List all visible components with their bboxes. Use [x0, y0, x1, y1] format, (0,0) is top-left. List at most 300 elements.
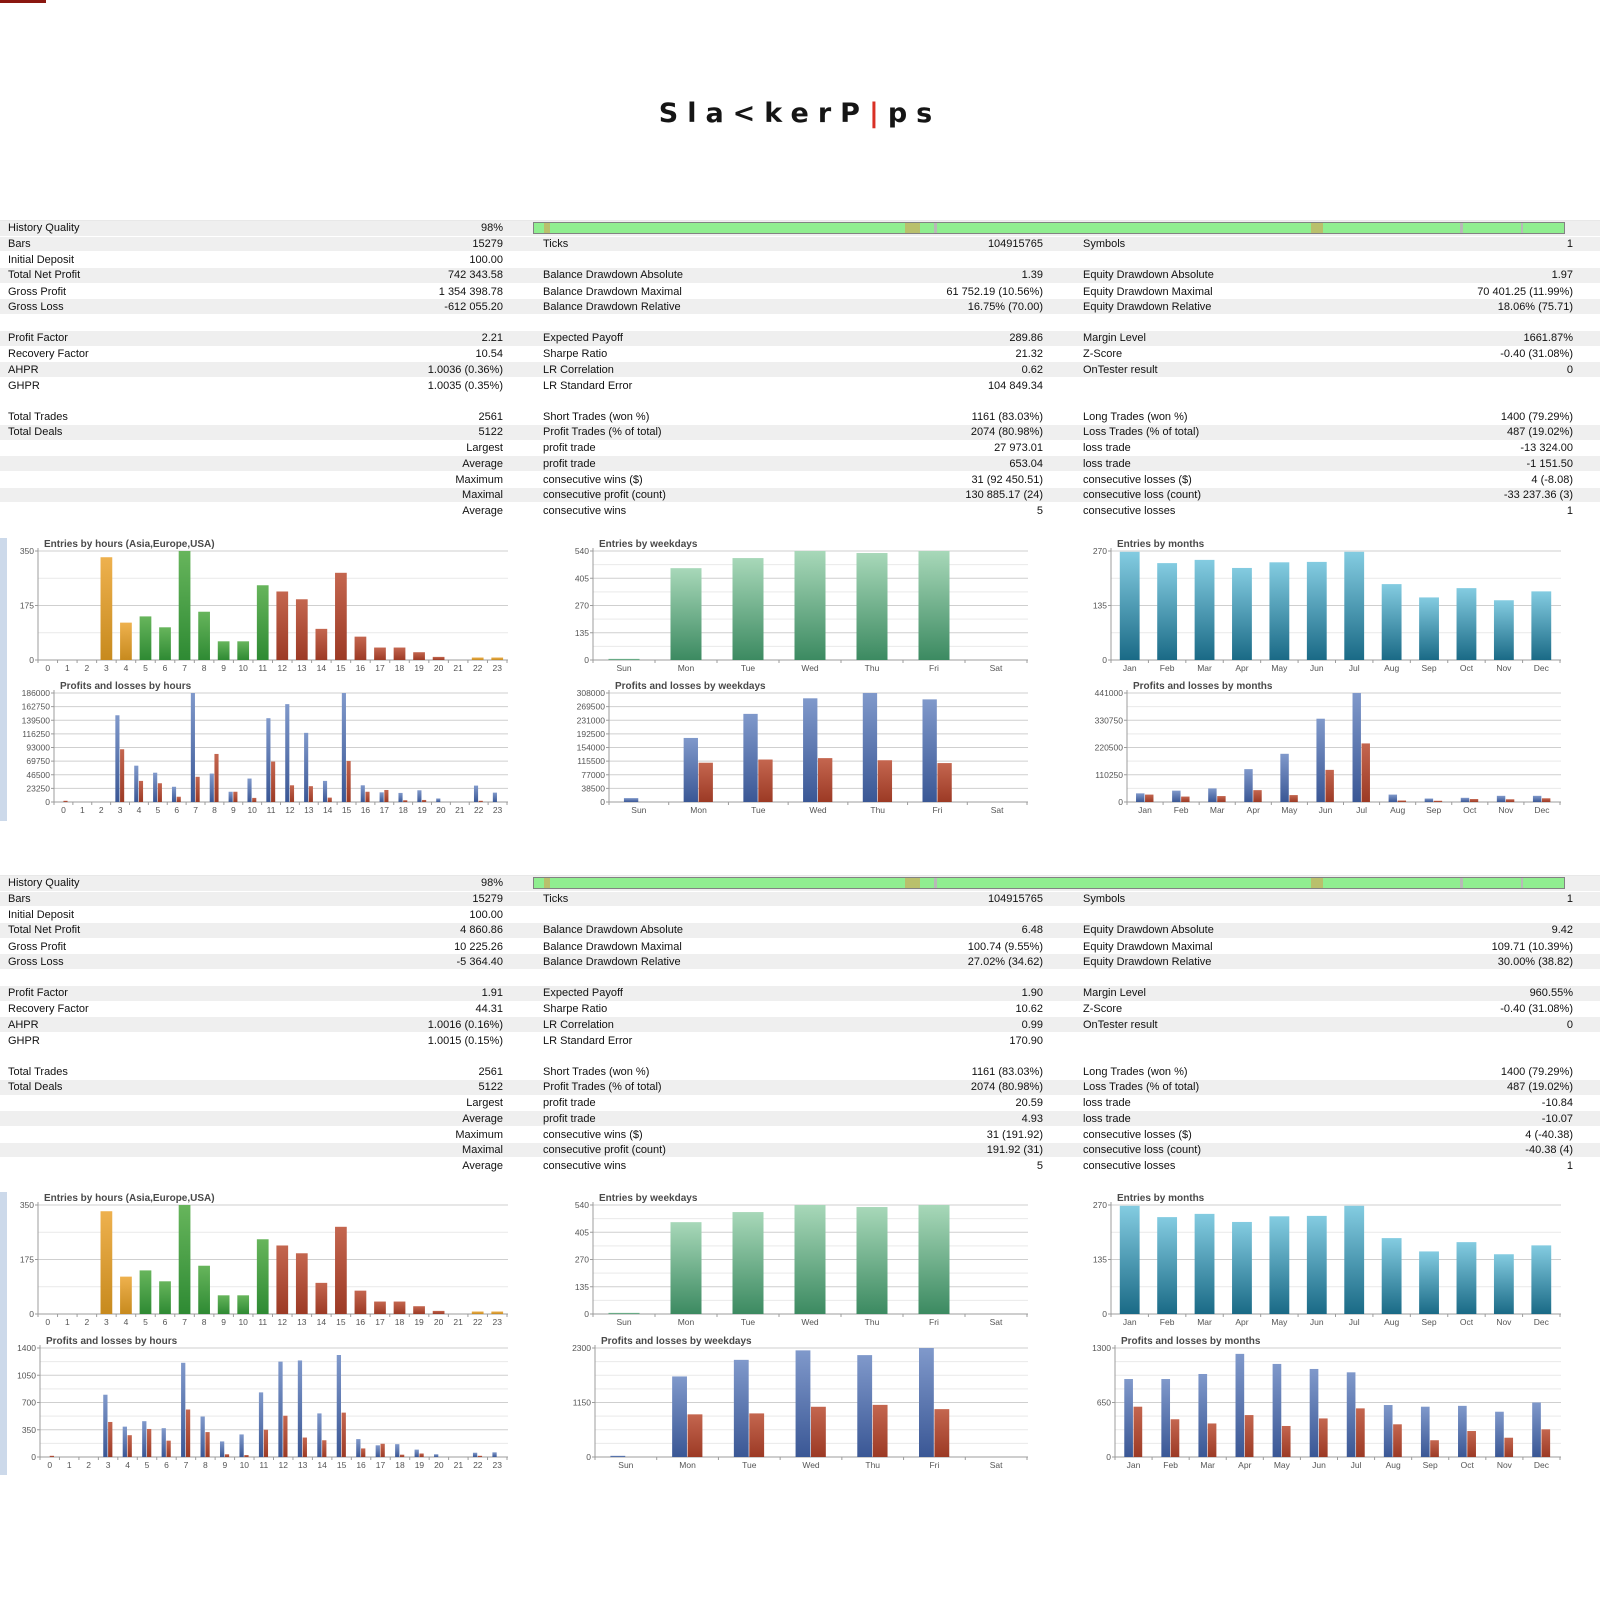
stat-value: Maximal	[462, 489, 503, 502]
svg-text:231000: 231000	[576, 715, 605, 726]
svg-text:2300: 2300	[572, 1343, 591, 1353]
stat-label: Equity Drawdown Maximal	[1083, 285, 1213, 298]
stat-label: Ticks	[543, 238, 569, 251]
stat-value: 16.75% (70.00)	[967, 300, 1043, 313]
svg-text:0: 0	[600, 797, 605, 807]
svg-text:0: 0	[1102, 655, 1107, 665]
stats-row	[0, 488, 1600, 504]
svg-text:22: 22	[473, 1460, 483, 1470]
svg-text:441000: 441000	[1094, 688, 1123, 698]
stat-value: 4.93	[1021, 1112, 1043, 1125]
stat-value: 104 849.34	[987, 379, 1043, 392]
svg-text:270: 270	[574, 600, 589, 611]
svg-text:77000: 77000	[581, 769, 605, 780]
stats-cell-group	[530, 362, 1063, 377]
stat-label: Equity Drawdown Relative	[1083, 955, 1212, 968]
svg-text:Mon: Mon	[679, 1460, 696, 1470]
y-axis-labels	[577, 688, 609, 807]
chart-title: Profits and losses by months	[1133, 681, 1273, 692]
svg-text:21: 21	[455, 805, 465, 815]
stat-value: 0.99	[1021, 1018, 1043, 1031]
stat-label: loss trade	[1083, 442, 1131, 455]
stat-value: 2074 (80.98%)	[970, 426, 1043, 439]
stat-value: 1.0036 (0.36%)	[427, 363, 503, 376]
stat-value: Maximal	[462, 1144, 503, 1157]
stat-label: loss trade	[1083, 457, 1131, 470]
stat-label: Long Trades (won %)	[1083, 1066, 1188, 1079]
chart-title: Entries by weekdays	[599, 1193, 698, 1204]
svg-text:Dec: Dec	[1533, 663, 1549, 673]
svg-text:Jul: Jul	[1348, 663, 1360, 673]
chart-pl-by-hours-run1	[8, 680, 510, 820]
svg-text:4: 4	[123, 1317, 129, 1327]
svg-text:Jan: Jan	[1138, 805, 1152, 815]
svg-text:Dec: Dec	[1533, 1317, 1549, 1327]
stat-value: 1.97	[1551, 269, 1573, 282]
svg-text:7: 7	[182, 663, 187, 673]
stat-value: 20.59	[1015, 1097, 1043, 1110]
chart-entries-by-weekdays-run1	[563, 538, 1030, 678]
stat-value: 1	[1566, 1160, 1573, 1173]
stat-value: 0	[1566, 1018, 1573, 1031]
svg-text:17: 17	[379, 805, 390, 815]
svg-text:0: 0	[1106, 1452, 1111, 1462]
svg-text:0: 0	[584, 1309, 589, 1319]
svg-text:Jun: Jun	[1309, 1317, 1324, 1327]
stats-cell-group	[530, 1127, 1063, 1143]
stat-value: 100.00	[469, 909, 503, 922]
stat-value: 170.90	[1009, 1034, 1043, 1047]
history-quality-bar	[533, 877, 1565, 889]
stat-label: Total Net Profit	[8, 269, 81, 282]
svg-text:10: 10	[238, 663, 248, 673]
svg-text:700: 700	[21, 1397, 36, 1408]
stats-spacer-row	[0, 970, 1600, 986]
stats-cell-group	[530, 284, 1063, 300]
stat-label: GHPR	[8, 1034, 40, 1047]
stats-row	[0, 472, 1600, 488]
stat-label: Equity Drawdown Absolute	[1083, 269, 1214, 282]
svg-text:8: 8	[201, 663, 207, 673]
stats-row	[0, 954, 1600, 970]
svg-text:12: 12	[277, 663, 288, 673]
svg-text:19: 19	[414, 1460, 425, 1470]
history-quality-bar-segment	[1311, 223, 1323, 233]
stat-label: Profit Factor	[8, 332, 68, 345]
history-quality-bar-segment	[934, 878, 937, 888]
svg-text:38500: 38500	[581, 783, 605, 794]
svg-text:Thu: Thu	[870, 805, 886, 815]
svg-text:Sat: Sat	[989, 663, 1003, 673]
svg-text:22: 22	[472, 1317, 483, 1327]
stats-cell-group	[0, 1080, 530, 1095]
stats-cell-group	[1063, 503, 1600, 519]
stat-value: 2561	[478, 411, 503, 424]
stats-cell-group	[530, 299, 1063, 314]
stat-label: Sharpe Ratio	[543, 348, 608, 361]
svg-text:Jun: Jun	[1312, 1460, 1326, 1470]
stats-cell-group	[1063, 1002, 1600, 1018]
svg-text:Feb: Feb	[1173, 805, 1189, 815]
top-left-accent-mark	[0, 0, 46, 3]
stats-cell-group	[0, 1158, 530, 1174]
stat-label: loss trade	[1083, 1097, 1131, 1110]
stat-label: Expected Payoff	[543, 332, 623, 345]
svg-text:12: 12	[285, 805, 295, 815]
svg-text:Apr: Apr	[1238, 1460, 1252, 1470]
svg-text:0: 0	[61, 805, 66, 815]
stats-cell-group	[0, 1143, 530, 1158]
stat-label: Margin Level	[1083, 332, 1146, 345]
svg-text:19: 19	[414, 1317, 424, 1327]
svg-text:3: 3	[117, 805, 123, 815]
svg-text:2: 2	[84, 1317, 90, 1327]
svg-text:0: 0	[47, 1460, 53, 1470]
stats-cell-group	[0, 1111, 530, 1126]
stat-label: OnTester result	[1083, 1018, 1158, 1031]
svg-text:1: 1	[66, 1460, 72, 1470]
stat-value: 1.0035 (0.35%)	[427, 379, 503, 392]
stat-label: Short Trades (won %)	[543, 411, 650, 424]
svg-text:Nov: Nov	[1496, 1460, 1512, 1470]
stat-label: Bars	[8, 893, 31, 906]
stat-value: 487 (19.02%)	[1506, 1081, 1573, 1094]
svg-text:19: 19	[417, 805, 427, 815]
svg-text:Sep: Sep	[1421, 663, 1437, 673]
stat-value: Maximum	[455, 1128, 503, 1141]
svg-text:0: 0	[1118, 797, 1123, 807]
stats-cell-group	[0, 876, 530, 891]
svg-text:4: 4	[125, 1460, 130, 1470]
stats-cell-group	[530, 939, 1063, 955]
svg-text:Fri: Fri	[929, 663, 939, 673]
svg-text:7: 7	[193, 805, 198, 815]
bars	[50, 1355, 497, 1457]
svg-text:11: 11	[266, 805, 276, 815]
chart-title: Profits and losses by hours	[60, 681, 192, 692]
stats-cell-group	[0, 1002, 530, 1018]
stats-cell-group	[530, 1002, 1063, 1018]
svg-text:Oct: Oct	[1460, 1460, 1474, 1470]
chart-panel-strip-run2	[0, 1192, 7, 1475]
stat-label: Balance Drawdown Absolute	[543, 924, 684, 937]
stats-cell-group	[530, 456, 1063, 471]
svg-text:Apr: Apr	[1235, 663, 1249, 673]
stat-value: Average	[462, 1160, 503, 1173]
chart-pl-by-hours-run2	[8, 1335, 510, 1475]
svg-text:9: 9	[222, 1460, 228, 1470]
svg-text:14: 14	[322, 805, 333, 815]
stats-cell-group	[1063, 1143, 1600, 1158]
svg-text:540: 540	[574, 1200, 589, 1210]
stat-label: Long Trades (won %)	[1083, 411, 1188, 424]
chart-entries-by-months-run1	[1083, 538, 1563, 678]
stats-cell-group	[0, 299, 530, 314]
chart-pl-by-months-run2	[1083, 1335, 1563, 1475]
svg-text:220500: 220500	[1094, 742, 1123, 753]
svg-text:23250: 23250	[26, 783, 50, 794]
stat-label: consecutive loss (count)	[1083, 489, 1201, 502]
stat-value: Maximum	[455, 473, 503, 486]
gridlines	[1127, 693, 1561, 788]
stat-value: 5122	[478, 1081, 503, 1094]
stats-cell-group	[530, 347, 1063, 363]
history-quality-bar-segment	[905, 223, 920, 233]
svg-text:Sun: Sun	[618, 1460, 634, 1470]
svg-text:Mar: Mar	[1197, 1317, 1212, 1327]
svg-text:1400: 1400	[17, 1343, 36, 1353]
stat-label: consecutive loss (count)	[1083, 1144, 1201, 1157]
svg-text:Thu: Thu	[865, 1460, 881, 1470]
svg-text:135: 135	[574, 1281, 589, 1292]
history-quality-bar-segment	[1460, 223, 1463, 233]
stats-row	[0, 1143, 1600, 1159]
history-quality-bar-segment	[1460, 878, 1463, 888]
svg-text:Oct: Oct	[1459, 1317, 1474, 1327]
svg-text:10: 10	[238, 1317, 248, 1327]
stats-cell-group	[0, 378, 530, 394]
svg-text:115500: 115500	[577, 756, 605, 767]
chart-title: Profits and losses by months	[1121, 1336, 1261, 1347]
svg-text:175: 175	[19, 1254, 34, 1265]
y-axis-labels	[572, 1343, 595, 1462]
stats-cell-group	[0, 362, 530, 377]
stat-value: -10.84	[1541, 1097, 1573, 1110]
stats-row	[0, 268, 1600, 284]
stats-cell-group	[1063, 986, 1600, 1001]
svg-text:650: 650	[1096, 1397, 1111, 1408]
stat-label: consecutive losses ($)	[1083, 473, 1192, 486]
history-quality-bar-segment	[934, 223, 937, 233]
svg-text:Tue: Tue	[751, 805, 766, 815]
y-axis-labels	[1092, 1343, 1115, 1462]
stat-value: 100.00	[469, 254, 503, 267]
y-axis-labels	[20, 1200, 38, 1319]
svg-text:11: 11	[258, 1317, 268, 1327]
svg-text:0: 0	[586, 1452, 591, 1462]
svg-text:15: 15	[336, 1460, 347, 1470]
svg-text:139500: 139500	[21, 715, 50, 726]
stats-cell-group	[0, 441, 530, 457]
x-axis-labels	[1127, 802, 1560, 815]
stat-label: AHPR	[8, 363, 39, 376]
svg-text:0: 0	[29, 655, 34, 665]
svg-text:Tue: Tue	[740, 663, 756, 673]
svg-text:18: 18	[398, 805, 408, 815]
svg-text:135: 135	[574, 627, 589, 638]
svg-text:Feb: Feb	[1163, 1460, 1178, 1470]
stats-cell-group	[1063, 331, 1600, 346]
svg-text:Nov: Nov	[1498, 805, 1514, 815]
svg-text:22: 22	[472, 663, 483, 673]
stat-label: LR Correlation	[543, 1018, 614, 1031]
stats-cell-group	[1063, 284, 1600, 300]
stat-label: Equity Drawdown Absolute	[1083, 924, 1214, 937]
stats-cell-group	[0, 409, 530, 425]
svg-text:0: 0	[584, 655, 589, 665]
svg-text:15: 15	[336, 663, 346, 673]
stat-label: profit trade	[543, 457, 596, 470]
svg-text:6: 6	[174, 805, 180, 815]
stat-label: Balance Drawdown Maximal	[543, 285, 682, 298]
stats-cell-group	[530, 1143, 1063, 1158]
svg-text:8: 8	[212, 805, 217, 815]
stat-label: consecutive wins ($)	[543, 473, 643, 486]
stat-value: 653.04	[1009, 457, 1043, 470]
stats-table-run1	[0, 220, 1600, 519]
stat-label: consecutive profit (count)	[543, 489, 666, 502]
stat-label: consecutive profit (count)	[543, 1144, 666, 1157]
stats-cell-group	[530, 331, 1063, 346]
stat-value: 98%	[480, 877, 503, 890]
stats-row	[0, 347, 1600, 363]
stats-cell-group	[1063, 923, 1600, 938]
svg-text:20: 20	[433, 1317, 444, 1327]
svg-text:11: 11	[259, 1460, 269, 1470]
stat-label: Margin Level	[1083, 987, 1146, 1000]
stat-label: Balance Drawdown Maximal	[543, 940, 682, 953]
svg-text:Sun: Sun	[616, 1317, 632, 1327]
stats-cell-group	[530, 1033, 1063, 1049]
stats-cell-group	[530, 1158, 1063, 1174]
stat-value: 10.54	[475, 348, 503, 361]
svg-text:23: 23	[492, 1317, 502, 1327]
svg-text:69750: 69750	[26, 756, 50, 767]
stat-value: 27 973.01	[994, 442, 1043, 455]
stat-label: Gross Loss	[8, 955, 64, 968]
svg-text:4: 4	[123, 663, 129, 673]
svg-text:Sep: Sep	[1422, 1460, 1438, 1470]
stat-label: Initial Deposit	[8, 254, 75, 267]
svg-text:Tue: Tue	[742, 1460, 757, 1470]
svg-text:Sep: Sep	[1421, 1317, 1437, 1327]
stat-label: LR Standard Error	[543, 379, 633, 392]
svg-text:Sat: Sat	[990, 805, 1004, 815]
svg-text:10: 10	[239, 1460, 250, 1470]
chart-title: Profits and losses by weekdays	[601, 1336, 752, 1347]
stat-value: 4 (-40.38)	[1525, 1128, 1573, 1141]
svg-text:2: 2	[98, 805, 104, 815]
stats-row	[0, 986, 1600, 1002]
x-axis-labels	[1111, 1314, 1560, 1327]
stats-cell-group	[530, 923, 1063, 938]
svg-text:Oct: Oct	[1459, 663, 1474, 673]
stats-cell-group	[0, 252, 530, 268]
stat-value: 21.32	[1015, 348, 1043, 361]
stats-row	[0, 892, 1600, 908]
stat-label: profit trade	[543, 1112, 596, 1125]
stats-cell-group	[530, 892, 1063, 907]
x-axis-labels	[1111, 660, 1560, 673]
stat-label: consecutive losses	[1083, 1160, 1176, 1173]
svg-text:Jul: Jul	[1348, 1317, 1360, 1327]
stat-value: Largest	[466, 442, 503, 455]
stats-cell-group	[1063, 1158, 1600, 1174]
stat-value: -40.38 (4)	[1525, 1144, 1573, 1157]
stat-value: 0.62	[1021, 363, 1043, 376]
x-axis-labels	[595, 1457, 1027, 1470]
svg-text:3: 3	[104, 1317, 109, 1327]
y-axis-labels	[17, 1343, 40, 1462]
svg-text:3: 3	[104, 663, 109, 673]
svg-text:1050: 1050	[17, 1370, 36, 1381]
stat-value: -0.40 (31.08%)	[1500, 348, 1573, 361]
chart-pl-by-months-run1	[1083, 680, 1563, 820]
stat-value: 10 225.26	[454, 940, 503, 953]
stats-cell-group	[530, 503, 1063, 519]
svg-text:17: 17	[375, 1460, 386, 1470]
svg-text:Sat: Sat	[989, 1317, 1003, 1327]
svg-text:Thu: Thu	[864, 1317, 880, 1327]
svg-text:Sun: Sun	[616, 663, 632, 673]
stat-value: 61 752.19 (10.56%)	[946, 285, 1043, 298]
svg-text:14: 14	[316, 1317, 327, 1327]
stats-cell-group	[1063, 1111, 1600, 1126]
stat-label: LR Standard Error	[543, 1034, 633, 1047]
svg-text:11: 11	[258, 663, 268, 673]
stats-cell-group	[1063, 1080, 1600, 1095]
stats-cell-group	[0, 268, 530, 283]
svg-text:5: 5	[143, 663, 148, 673]
stat-value: 15279	[472, 238, 503, 251]
stat-value: 10.62	[1015, 1003, 1043, 1016]
svg-text:Apr: Apr	[1235, 1317, 1249, 1327]
stat-value: 44.31	[475, 1003, 503, 1016]
svg-text:13: 13	[304, 805, 314, 815]
stats-cell-group	[0, 954, 530, 969]
stat-value: 487 (19.02%)	[1506, 426, 1573, 439]
svg-text:5: 5	[143, 1317, 148, 1327]
chart-entries-by-months-run2	[1083, 1192, 1563, 1332]
stat-value: 1161 (83.03%)	[971, 411, 1043, 424]
stat-value: 289.86	[1009, 332, 1043, 345]
stat-value: -612 055.20	[444, 300, 503, 313]
stats-cell-group	[1063, 892, 1600, 907]
stats-cell-group	[1063, 939, 1600, 955]
history-quality-bar-wrap	[533, 222, 1565, 235]
svg-text:350: 350	[21, 1424, 36, 1435]
stats-cell-group	[530, 472, 1063, 488]
stats-cell-group	[1063, 907, 1600, 923]
x-axis-labels	[40, 1457, 507, 1470]
stat-value: 98%	[480, 222, 503, 235]
stat-label: OnTester result	[1083, 363, 1158, 376]
svg-text:13: 13	[297, 1317, 307, 1327]
svg-text:Nov: Nov	[1496, 1317, 1512, 1327]
stats-row	[0, 1017, 1600, 1033]
stats-spacer-row	[0, 1049, 1600, 1065]
stat-value: 15279	[472, 893, 503, 906]
svg-text:23: 23	[492, 663, 502, 673]
svg-text:Dec: Dec	[1533, 1460, 1550, 1470]
x-axis-labels	[54, 802, 507, 815]
stat-value: 1.39	[1021, 269, 1043, 282]
stat-label: Symbols	[1083, 893, 1126, 906]
x-axis-labels	[609, 802, 1027, 815]
chart-title: Profits and losses by hours	[46, 1336, 178, 1347]
svg-text:May: May	[1271, 663, 1288, 673]
stat-value: 1	[1566, 893, 1573, 906]
stats-row	[0, 503, 1600, 519]
charts-row-profits-run1	[8, 680, 1563, 820]
stats-cell-group	[530, 1064, 1063, 1080]
stats-cell-group	[0, 425, 530, 440]
svg-text:23: 23	[492, 805, 503, 815]
svg-text:405: 405	[574, 573, 589, 584]
svg-text:Feb: Feb	[1159, 1317, 1175, 1327]
stat-label: History Quality	[8, 222, 80, 235]
svg-text:Dec: Dec	[1534, 805, 1550, 815]
